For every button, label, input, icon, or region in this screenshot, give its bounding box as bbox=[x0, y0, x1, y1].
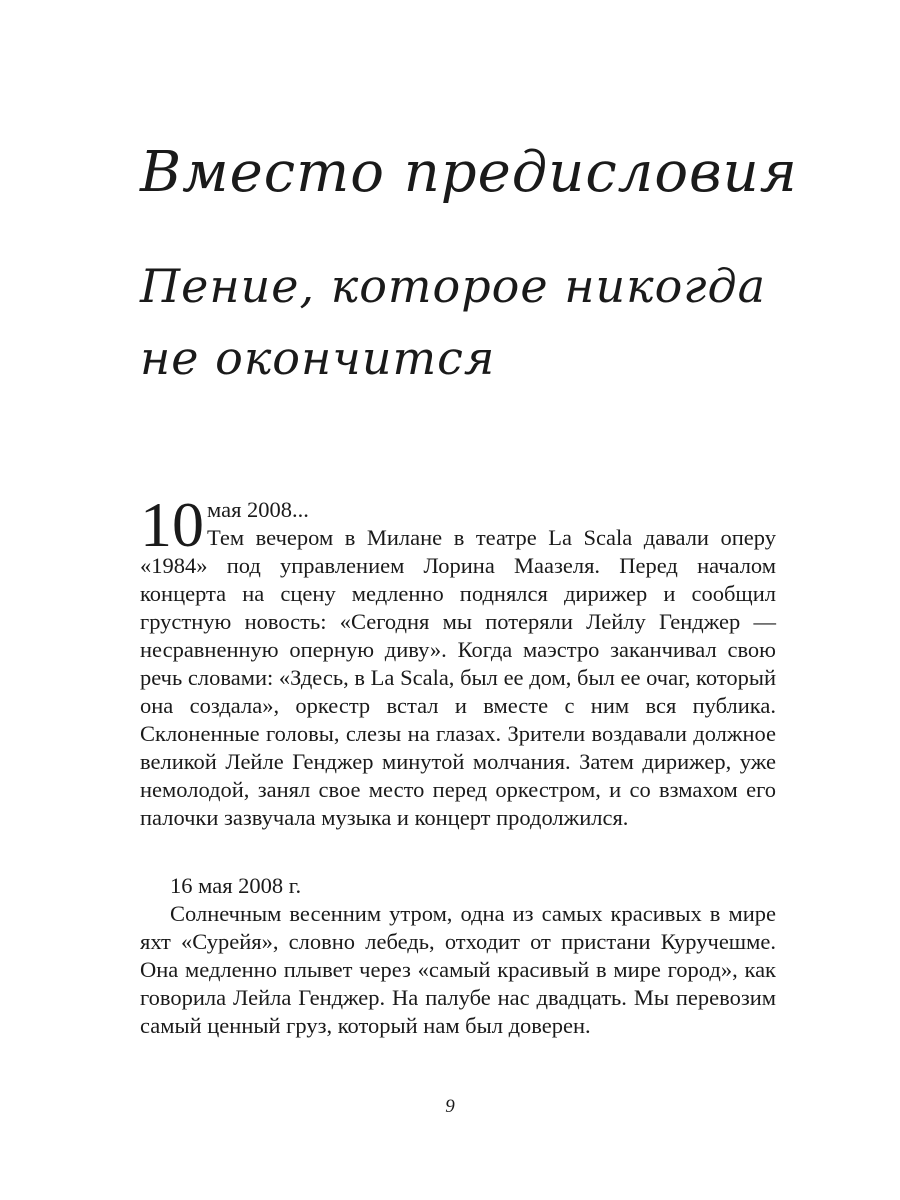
chapter-title: Вместо предисловия bbox=[140, 140, 798, 205]
section-may-10 bbox=[140, 489, 776, 832]
chapter-subtitle bbox=[140, 250, 766, 394]
drop-cap: 10 bbox=[140, 489, 204, 560]
body-paragraph: Солнечным весенним утром, одна из самых красивых в мире яхт «Сурейя», словно лебедь, отходит от пристани Куручешме. Она медленно плывет через «самый красивый в мире город», как говорила Лейла Генджер. На палубе нас двадцать. Мы перевозим самый ценный груз, который нам был доверен. bbox=[140, 901, 776, 1038]
dateline: 16 мая 2008 г. bbox=[170, 873, 302, 898]
subtitle-line-2: не окончится bbox=[140, 331, 496, 385]
body-paragraph: Тем вечером в Милане в театре La Scala давали оперу «1984» под управлением Лорина Маазеля. Перед началом концерта на сцену медленно поднялся дирижер и сообщил грустную новость: «Сегодня мы потеряли Лейлу Генджер — несравненную оперную диву». Когда маэстро заканчивал свою речь словами: «Здесь, в La Scala, был ее дом, был ее очаг, который она создала», оркестр встал и вместе с ним вся публика. Склоненные головы, слезы на глазах. Зрители воздавали должное великой Лейле Генджер минутой молчания. Затем дирижер, уже немолодой, занял свое место перед оркестром, и со взмахом его палочки зазвучала музыка и концерт продолжился. bbox=[140, 525, 776, 830]
dateline: мая 2008... bbox=[207, 497, 309, 522]
page-number: 9 bbox=[445, 1096, 455, 1117]
section-may-16 bbox=[140, 872, 776, 1040]
subtitle-line-1: Пение, которое никогда bbox=[140, 259, 767, 313]
